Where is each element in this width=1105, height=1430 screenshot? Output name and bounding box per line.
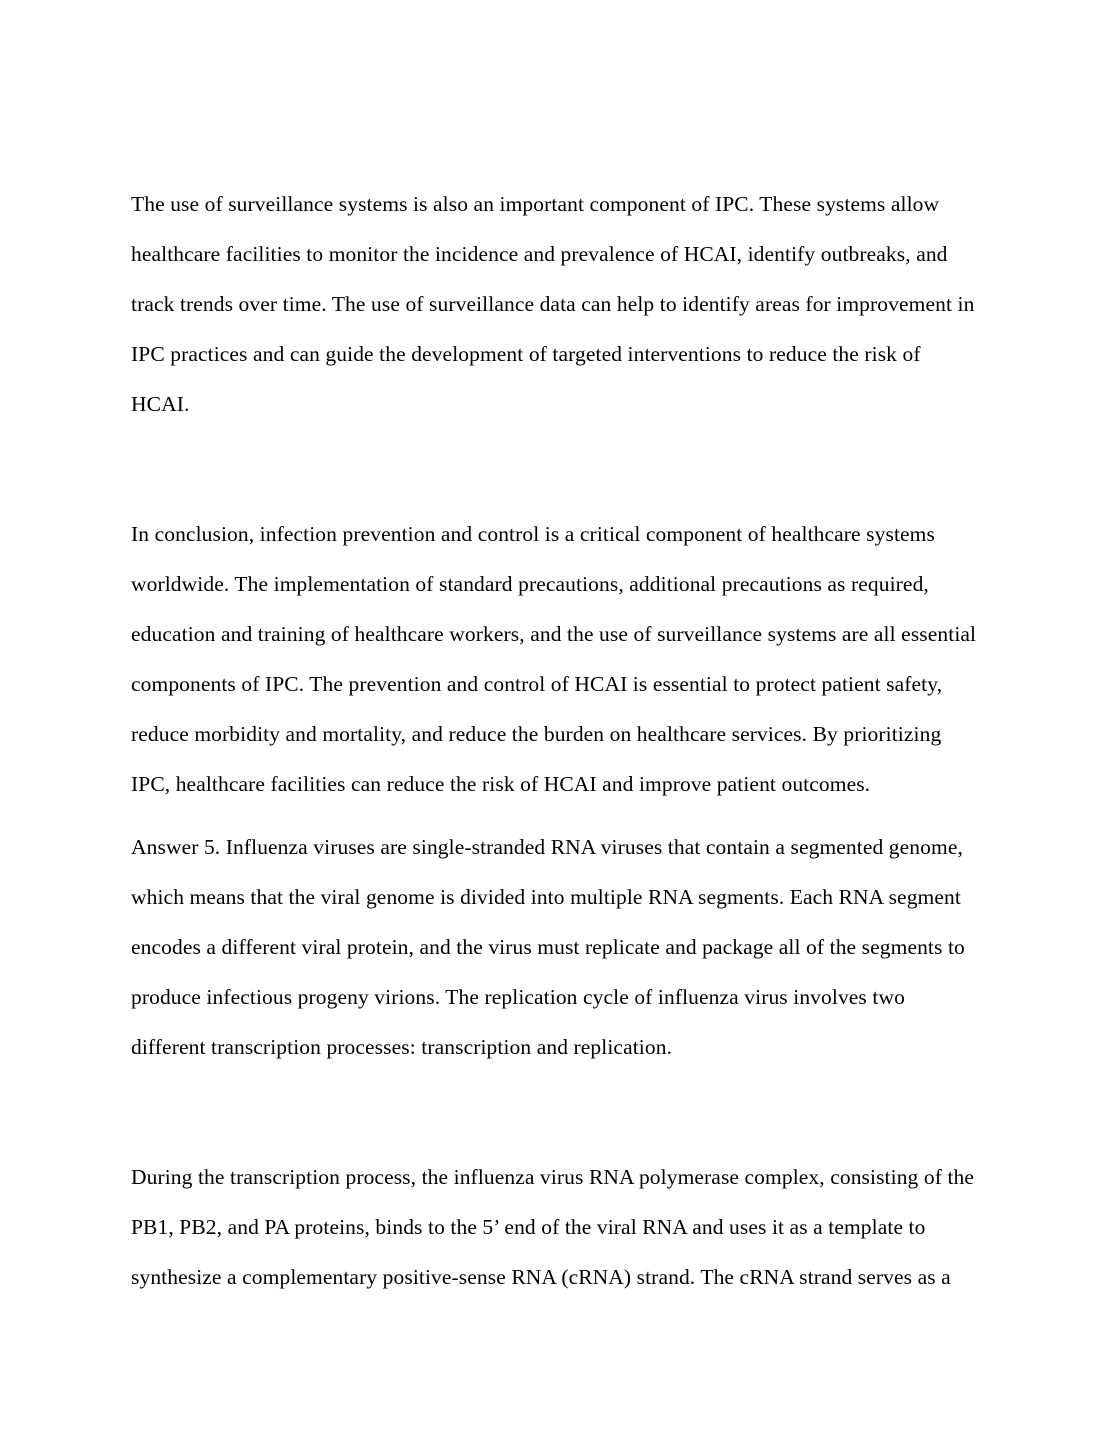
paragraph-transcription-process xyxy=(131,1152,1005,1302)
text-line: components of IPC. The prevention and control of HCAI is essential to protect patient safety, xyxy=(131,672,943,696)
text-line: which means that the viral genome is divided into multiple RNA segments. Each RNA segment xyxy=(131,885,961,909)
text-line: HCAI. xyxy=(131,392,190,416)
text-line: track trends over time. The use of surveillance data can help to identify areas for improvement in xyxy=(131,292,975,316)
text-line: different transcription processes: transcription and replication. xyxy=(131,1035,673,1059)
text-line: worldwide. The implementation of standard precautions, additional precautions as required, xyxy=(131,572,929,596)
text-line: encodes a different viral protein, and the virus must replicate and package all of the segments to xyxy=(131,935,965,959)
blank-line xyxy=(131,442,1005,496)
text-line: synthesize a complementary positive-sense RNA (cRNA) strand. The cRNA strand serves as a xyxy=(131,1265,951,1289)
paragraph-conclusion xyxy=(131,509,1005,809)
text-line: reduce morbidity and mortality, and reduce the burden on healthcare services. By prioritizing xyxy=(131,722,942,746)
text-line: healthcare facilities to monitor the incidence and prevalence of HCAI, identify outbreaks, and xyxy=(131,242,948,266)
text-line: produce infectious progeny virions. The replication cycle of influenza virus involves two xyxy=(131,985,905,1009)
text-line: In conclusion, infection prevention and control is a critical component of healthcare systems xyxy=(131,522,935,546)
paragraph-surveillance xyxy=(131,179,1005,429)
text-line: education and training of healthcare workers, and the use of surveillance systems are all essential xyxy=(131,622,977,646)
text-line: Answer 5. Influenza viruses are single-stranded RNA viruses that contain a segmented genome, xyxy=(131,835,963,859)
text-line: PB1, PB2, and PA proteins, binds to the 5’ end of the viral RNA and uses it as a template to xyxy=(131,1215,926,1239)
blank-line xyxy=(131,1085,1005,1139)
text-line: The use of surveillance systems is also an important component of IPC. These systems allow xyxy=(131,192,940,216)
text-line: During the transcription process, the influenza virus RNA polymerase complex, consisting of the xyxy=(131,1165,975,1189)
document-body xyxy=(131,179,1005,1315)
paragraph-answer-5 xyxy=(131,822,1005,1072)
text-line: IPC, healthcare facilities can reduce the risk of HCAI and improve patient outcomes. xyxy=(131,772,871,796)
text-line: IPC practices and can guide the development of targeted interventions to reduce the risk of xyxy=(131,342,921,366)
